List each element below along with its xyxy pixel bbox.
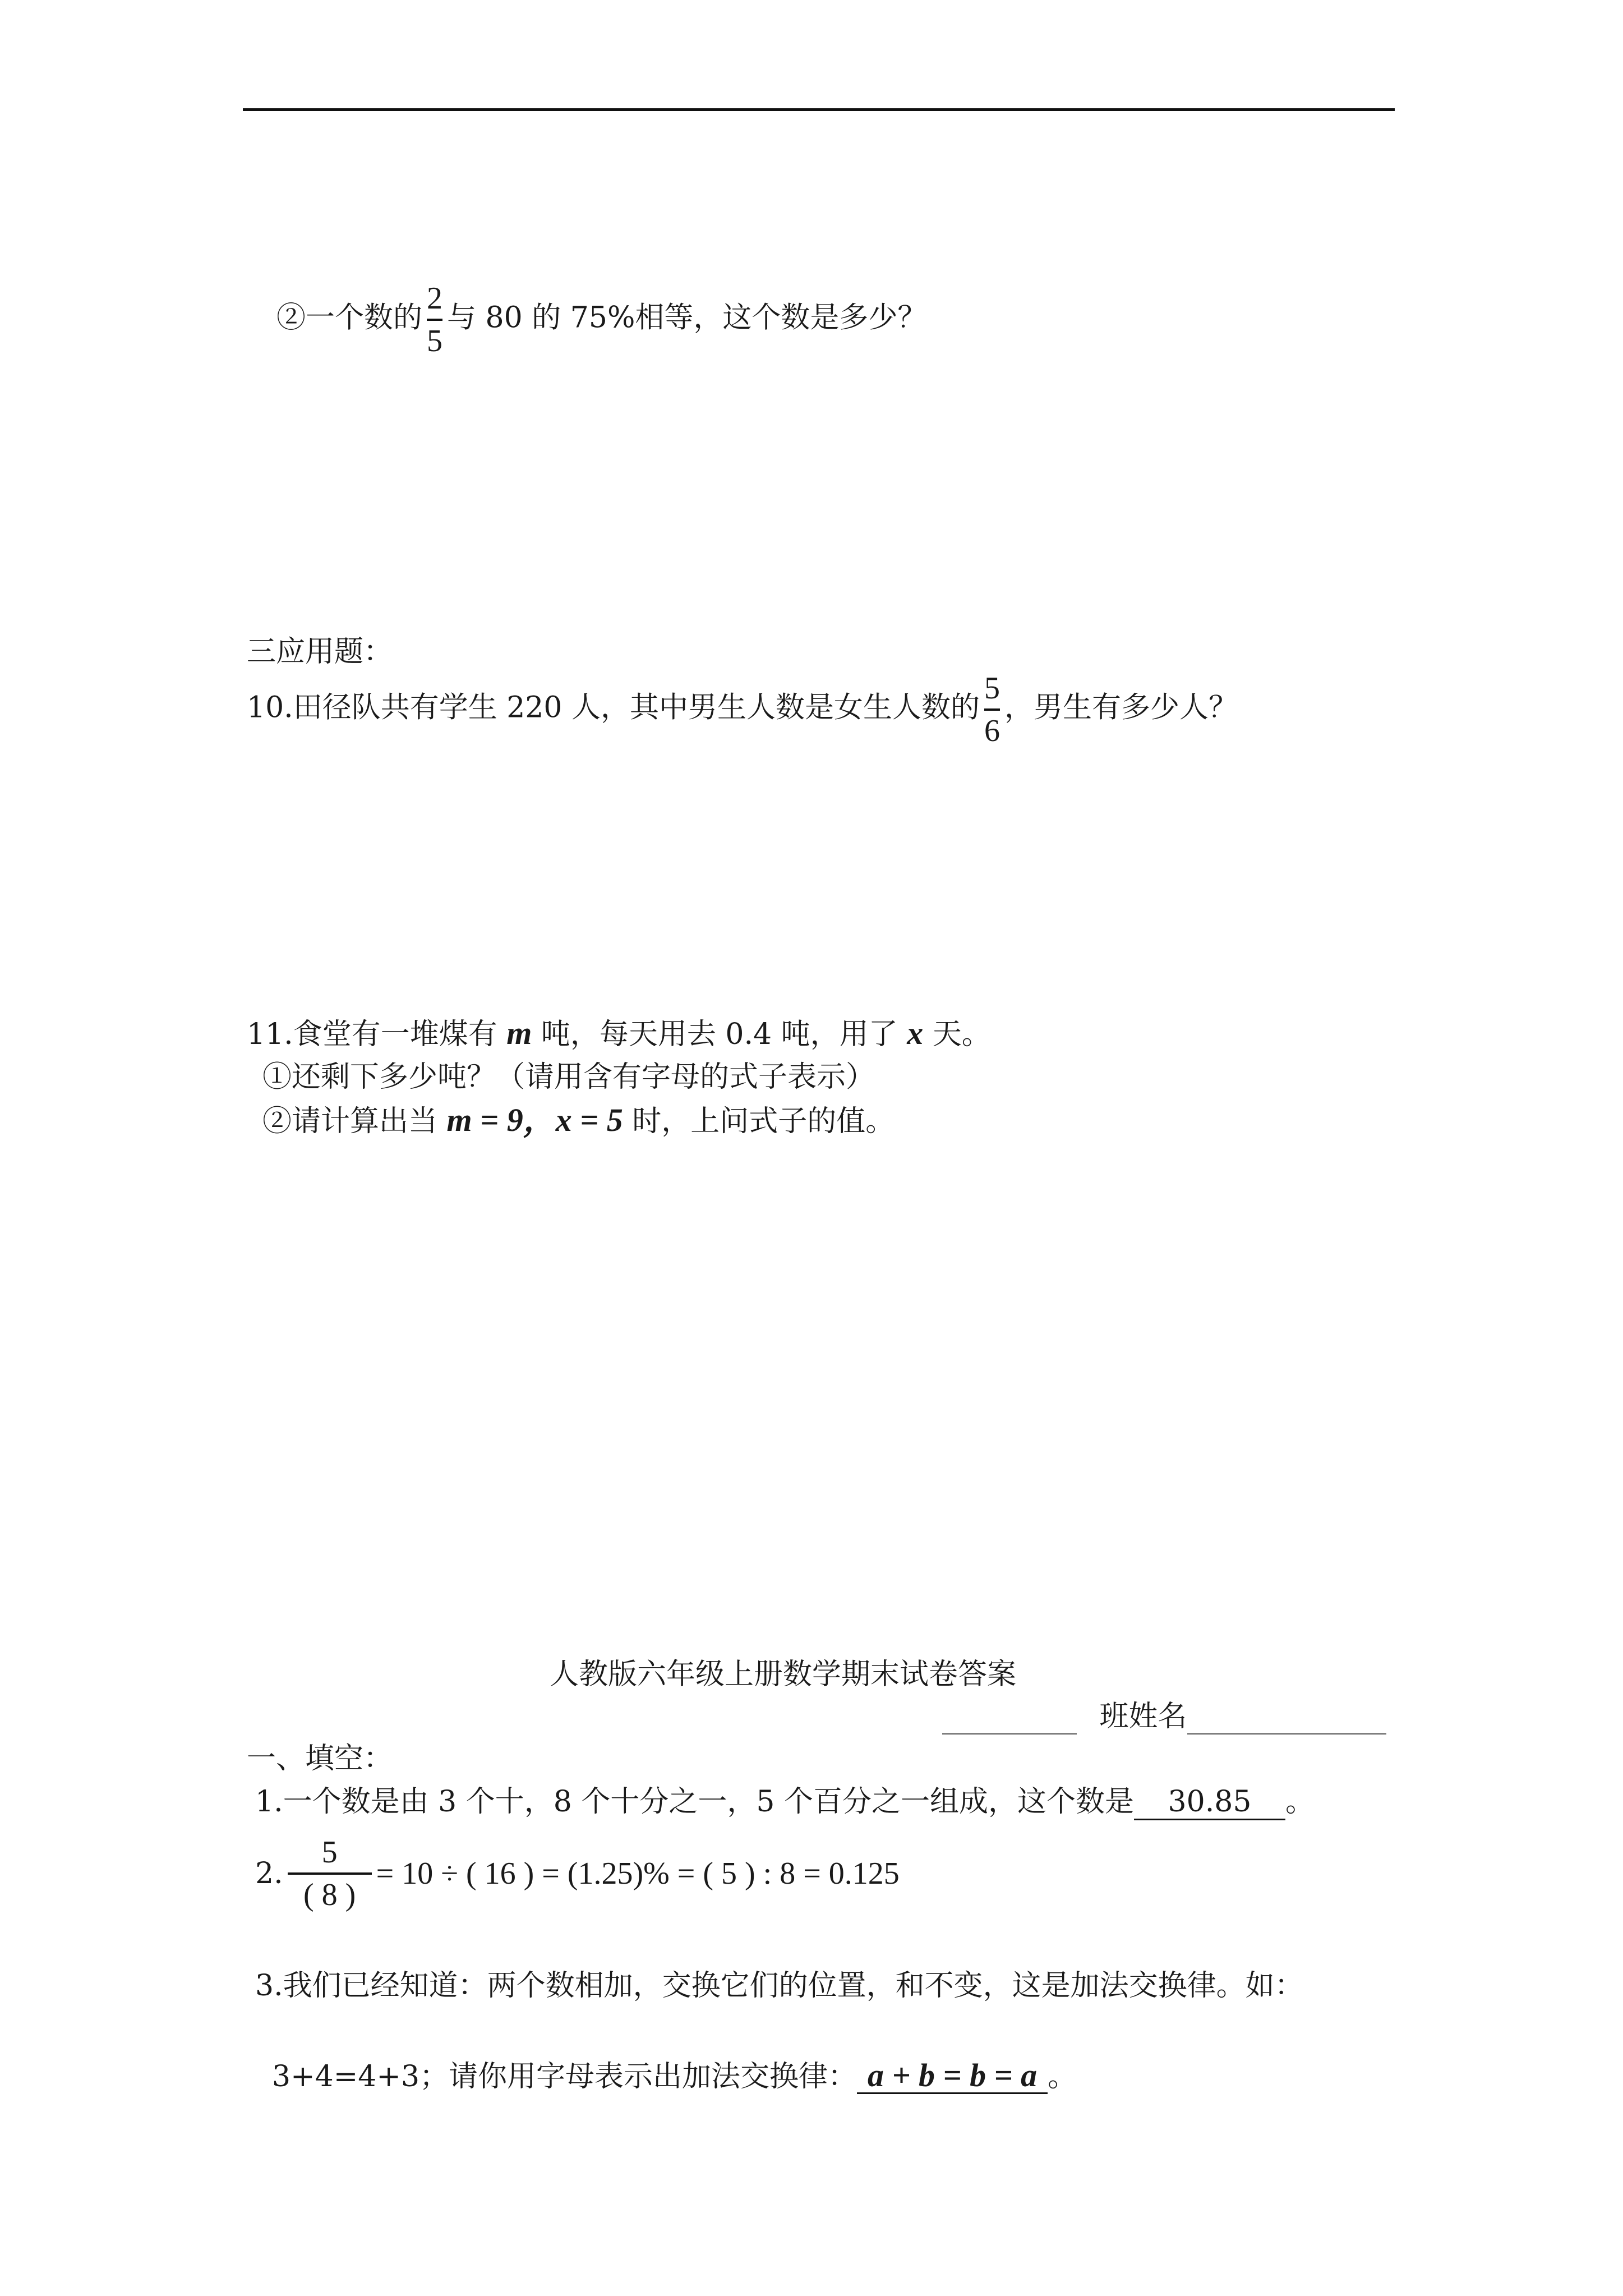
answer-1-end: 。 — [1285, 1785, 1315, 1819]
answer-2-numerator: 5 — [321, 1835, 338, 1870]
q10-fraction-bar — [984, 708, 1000, 711]
class-name-row — [942, 1700, 1386, 1734]
q9-fraction-numerator: 2 — [427, 281, 443, 316]
answer-3-line-2 — [272, 2059, 1077, 2094]
q10-fraction-denominator: 6 — [984, 714, 1000, 748]
q11-var-x: x — [907, 1015, 924, 1051]
answer-3-line-1: 3.我们已经知道：两个数相加，交换它们的位置，和不变，这是加法交换律。如： — [255, 1969, 1304, 2003]
q10-suffix: ，男生有多少人？ — [1004, 691, 1238, 725]
q11-sub2-b: 时，上问式子的值。 — [623, 1105, 895, 1138]
q11-var-m: m — [506, 1015, 532, 1051]
section-3-title: 三应用题： — [247, 635, 393, 669]
q11-line1-a: 11.食堂有一堆煤有 — [247, 1018, 507, 1051]
answer-2-fraction-bar — [288, 1872, 372, 1875]
header-rule — [243, 108, 1395, 111]
answer-1 — [255, 1785, 1315, 1820]
answer-key-title: 人教版六年级上册数学期末试卷答案 — [550, 1658, 1017, 1691]
q11-sub2-math: m = 9，x = 5 — [446, 1102, 623, 1138]
question-11-sub-2 — [262, 1103, 895, 1138]
answer-1-value: 30.85 — [1134, 1785, 1285, 1820]
answers-section-1-title: 一、填空： — [247, 1742, 393, 1775]
answer-2-denominator: ( 8 ) — [303, 1878, 356, 1912]
class-blank — [942, 1700, 1077, 1734]
q9-suffix: 与 80 的 75%相等，这个数是多少？ — [447, 301, 927, 335]
q11-line1-b: 吨，每天用去 0.4 吨，用了 — [532, 1018, 907, 1051]
q9-prefix: ②一个数的 — [276, 301, 423, 335]
q9-fraction — [427, 280, 442, 359]
q10-prefix: 10.田径队共有学生 220 人，其中男生人数是女生人数的 — [247, 691, 980, 725]
q9-fraction-denominator: 5 — [427, 324, 443, 358]
question-10 — [247, 670, 1238, 749]
answer-3-end: 。 — [1048, 2060, 1077, 2093]
answer-2-label: 2. — [255, 1857, 283, 1890]
q11-sub2-a: ②请计算出当 — [262, 1105, 447, 1138]
answer-2 — [255, 1834, 900, 1913]
question-11-sub-1: ①还剩下多少吨？（请用含有字母的式子表示） — [262, 1060, 875, 1094]
q10-fraction — [984, 670, 1000, 749]
question-11 — [247, 1016, 991, 1051]
question-9-part-2 — [276, 280, 926, 359]
q9-fraction-bar — [427, 319, 442, 321]
answer-3-line-2-text: 3+4=4+3；请你用字母表示出加法交换律： — [272, 2060, 857, 2093]
q11-line1-c: 天。 — [923, 1018, 991, 1051]
q10-fraction-numerator: 5 — [984, 671, 1000, 706]
answer-2-equation: = 10 ÷ ( 16 ) = (1.25)% = ( 5 ) : 8 = 0.125 — [376, 1856, 900, 1891]
name-blank — [1187, 1700, 1386, 1734]
class-name-label: 班姓名 — [1099, 1700, 1187, 1733]
answer-2-fraction — [288, 1834, 372, 1913]
answer-3-value: a + b = b = a — [857, 2059, 1048, 2094]
answer-1-text: 1.一个数是由 3 个十，8 个十分之一，5 个百分之一组成，这个数是 — [255, 1785, 1134, 1819]
